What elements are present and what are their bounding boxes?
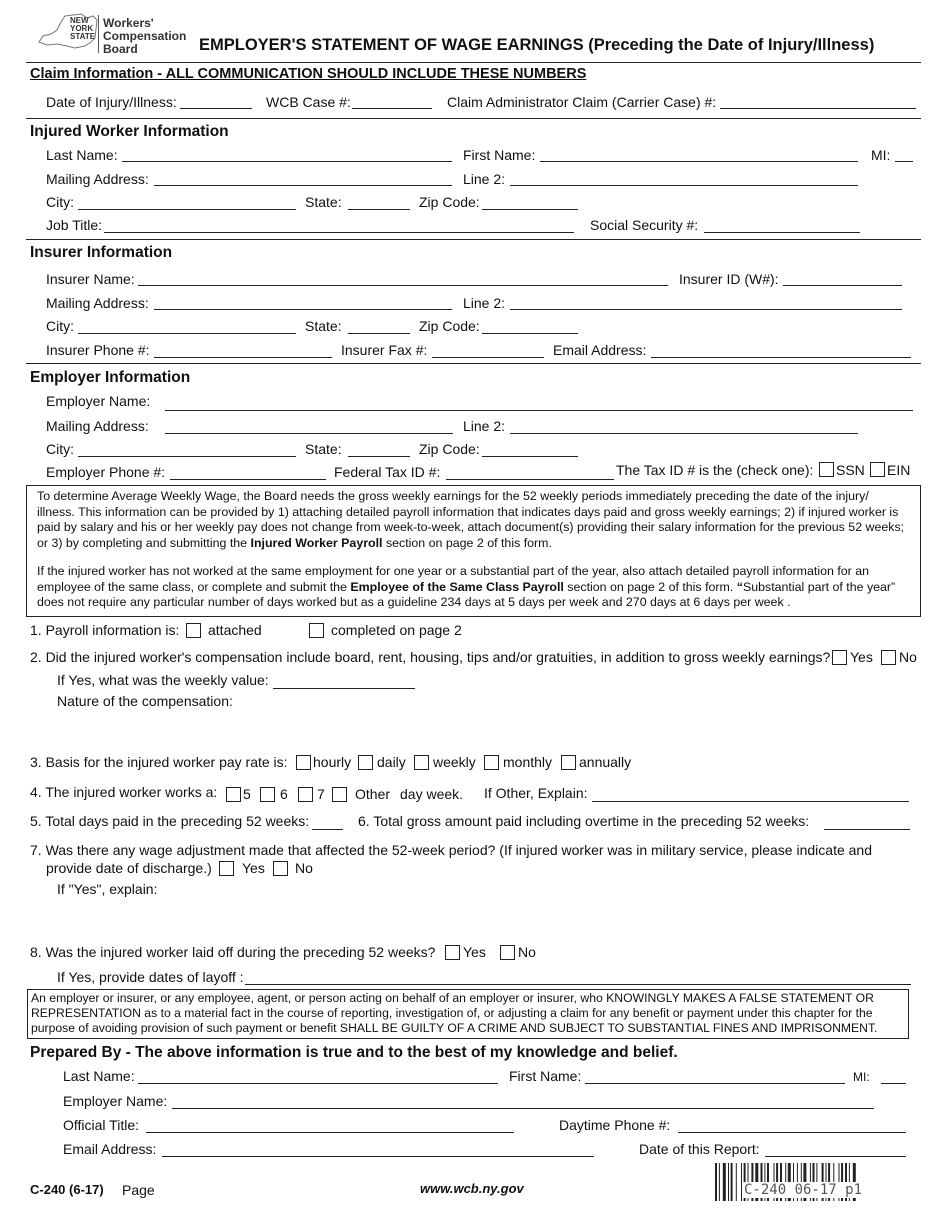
preparer-title-field[interactable] (146, 1132, 514, 1133)
worker-mailing-field[interactable] (154, 185, 452, 186)
q5-field[interactable] (312, 829, 343, 830)
employer-phone-label: Employer Phone #: (46, 464, 166, 480)
report-date-label: Date of this Report: (639, 1141, 760, 1157)
insurer-state-label: State: (305, 318, 342, 334)
pay-daily-checkbox[interactable] (358, 755, 373, 770)
q7-yes-checkbox[interactable] (219, 861, 234, 876)
q1-label: 1. Payroll information is: (30, 622, 180, 638)
q7-no-label: No (295, 860, 313, 876)
worker-mailing-label: Mailing Address: (46, 171, 149, 187)
federal-tax-id-field[interactable] (446, 479, 614, 480)
pay-hourly-label: hourly (313, 754, 352, 770)
worker-last-name-field[interactable] (122, 161, 452, 162)
payroll-attached-checkbox[interactable] (186, 623, 201, 638)
daytime-phone-field[interactable] (678, 1132, 906, 1133)
divider (26, 363, 921, 364)
q7-line-2: provide date of discharge.) (46, 860, 212, 876)
q2-yes-label: Yes (850, 649, 873, 665)
pay-annually-checkbox[interactable] (561, 755, 576, 770)
fraud-warning-text (31, 991, 877, 1035)
employer-zip-field[interactable] (482, 456, 578, 457)
q8-label: 8. Was the injured worker laid off during the preceding 52 weeks? (30, 944, 436, 960)
divider (26, 118, 921, 119)
insurer-id-field[interactable] (783, 285, 902, 286)
worker-job-title-label: Job Title: (46, 217, 103, 233)
worker-last-name-label: Last Name: (46, 147, 118, 163)
q8-yes-checkbox[interactable] (445, 945, 460, 960)
week-6-label: 6 (280, 786, 288, 802)
employer-mailing-field[interactable] (165, 433, 453, 434)
q3-label: 3. Basis for the injured worker pay rate is: (30, 754, 288, 770)
ny-line-1: NEW (70, 16, 89, 25)
q8-no-label: No (518, 944, 536, 960)
warning-line: REPRESENTATION as to a material fact in the course of reporting, investigation of, or adjusting a claim for any benefit or payment under this chapter for the (31, 1005, 873, 1020)
preparer-first-name-label: First Name: (509, 1068, 582, 1084)
date-of-injury-field[interactable] (180, 108, 252, 109)
federal-tax-id-label: Federal Tax ID #: (334, 464, 441, 480)
employer-state-label: State: (305, 441, 342, 457)
ny-line-2: YORK (70, 24, 94, 33)
form-title: EMPLOYER'S STATEMENT OF WAGE EARNINGS (Preceding the Date of Injury/Illness) (199, 36, 875, 54)
worker-city-field[interactable] (78, 209, 296, 210)
insurer-line2-label: Line 2: (463, 295, 506, 311)
instructions-line: illness. This information can be provided by 1) attaching detailed payroll information that indicates days paid and gross weekly earnings; 2) if injured worker is (37, 504, 899, 519)
worker-line2-label: Line 2: (463, 171, 506, 187)
pay-annually-label: annually (579, 754, 632, 770)
divider (26, 239, 921, 240)
preparer-mi-field[interactable] (881, 1083, 906, 1084)
employer-line2-field[interactable] (510, 433, 858, 434)
pay-monthly-checkbox[interactable] (484, 755, 499, 770)
instructions-line: If the injured worker has not worked at the same employment for one year or a substantial part of the year, also attach detailed payroll information for an (37, 564, 869, 578)
worker-state-field[interactable] (348, 209, 410, 210)
prepared-by-heading: Prepared By - The above information is true and to the best of my knowledge and belief. (30, 1044, 678, 1061)
preparer-first-name-field[interactable] (585, 1083, 845, 1084)
layoff-dates-label: If Yes, provide dates of layoff : (57, 969, 244, 985)
logo-org-1: Workers' (103, 16, 154, 30)
divider (26, 62, 921, 63)
worker-mi-label: MI: (871, 147, 891, 163)
q2-weekly-value-label: If Yes, what was the weekly value: (57, 672, 269, 688)
insurer-fax-field[interactable] (432, 357, 544, 358)
date-of-injury-label: Date of Injury/Illness: (46, 94, 177, 110)
q7-explain-label: If "Yes", explain: (57, 881, 158, 897)
worker-job-title-field[interactable] (104, 232, 574, 233)
pay-hourly-checkbox[interactable] (296, 755, 311, 770)
worker-state-label: State: (305, 194, 342, 210)
preparer-title-label: Official Title: (63, 1117, 139, 1133)
report-date-field[interactable] (765, 1156, 906, 1157)
employer-heading: Employer Information (30, 369, 191, 386)
q6-field[interactable] (824, 829, 910, 830)
payroll-page2-checkbox[interactable] (309, 623, 324, 638)
logo-org-2: Compensation (103, 29, 187, 43)
worker-first-name-field[interactable] (540, 161, 858, 162)
layoff-dates-field[interactable] (245, 984, 911, 985)
q2-no-label: No (899, 649, 917, 665)
instructions-line: paid by salary and his or her weekly pay does not change from week-to-week, attach document(s) providing their salary information for the previous 52 weeks; (37, 520, 905, 534)
insurer-name-field[interactable] (138, 285, 668, 286)
week-7-label: 7 (317, 786, 325, 802)
instructions-paragraph-1 (37, 489, 904, 551)
q7-yes-label: Yes (242, 860, 265, 876)
employer-city-label: City: (46, 441, 74, 457)
preparer-employer-field[interactable] (172, 1108, 874, 1109)
week-5-label: 5 (243, 786, 251, 802)
worker-ssn-field[interactable] (704, 232, 860, 233)
q2-yes-checkbox[interactable] (832, 650, 847, 665)
q8-yes-label: Yes (463, 944, 486, 960)
warning-line: purpose of avoiding provision of such payment or benefit SHALL BE GUILTY OF A CRIME AND SUBJECT TO SUBSTANTIAL FINES AND IMPRISONMENT. (31, 1020, 878, 1035)
week-other-checkbox[interactable] (332, 787, 347, 802)
page-label: Page (122, 1182, 155, 1198)
pay-monthly-label: monthly (503, 754, 553, 770)
q7-line-1: 7. Was there any wage adjustment made that affected the 52-week period? (If injured worker was in military service, please indicate and (30, 842, 872, 858)
employer-name-field[interactable] (165, 410, 913, 411)
q8-no-checkbox[interactable] (500, 945, 515, 960)
ssn-checkbox[interactable] (819, 462, 834, 477)
q7-no-checkbox[interactable] (273, 861, 288, 876)
website-url: www.wcb.ny.gov (420, 1181, 524, 1196)
insurer-city-field[interactable] (78, 333, 296, 334)
wcb-case-field[interactable] (352, 108, 432, 109)
insurer-email-label: Email Address: (553, 342, 647, 358)
employer-phone-field[interactable] (170, 479, 326, 480)
insurer-phone-field[interactable] (154, 357, 332, 358)
instructions-line: employee of the same class, or complete and submit the Employee of the Same Class Payroll section on page 2 of this form. “Substantial part of the year” (37, 579, 896, 594)
barcode-label: C-240 06-17 p1 (744, 1182, 863, 1198)
insurer-phone-label: Insurer Phone #: (46, 342, 150, 358)
instructions-line: does not require any particular number of days worked but as a guideline 234 days at 5 days per week and 270 days at 6 days per week . (37, 595, 791, 609)
q2-no-checkbox[interactable] (881, 650, 896, 665)
logo-org-3: Board (103, 42, 138, 56)
q2-label: 2. Did the injured worker's compensation include board, rent, housing, tips and/or gratuities, in addition to gross weekly earnings? (30, 649, 831, 665)
pay-weekly-checkbox[interactable] (414, 755, 429, 770)
preparer-email-label: Email Address: (63, 1141, 157, 1157)
q2-nature-label: Nature of the compensation: (57, 693, 233, 709)
preparer-last-name-field[interactable] (138, 1083, 498, 1084)
employer-city-field[interactable] (78, 456, 296, 457)
insurer-name-label: Insurer Name: (46, 271, 135, 287)
insurer-id-label: Insurer ID (W#): (679, 271, 779, 287)
ny-line-3: STATE (70, 32, 96, 41)
employer-zip-label: Zip Code: (419, 441, 480, 457)
worker-ssn-label: Social Security #: (590, 217, 699, 233)
employer-line2-label: Line 2: (463, 418, 506, 434)
worker-mi-field[interactable] (895, 161, 913, 162)
worker-city-label: City: (46, 194, 74, 210)
carrier-case-field[interactable] (720, 108, 916, 109)
employer-name-label: Employer Name: (46, 393, 151, 409)
insurer-line2-field[interactable] (510, 309, 902, 310)
insurer-heading: Insurer Information (30, 244, 173, 261)
logo-divider (98, 15, 99, 53)
insurer-zip-field[interactable] (482, 333, 578, 334)
pay-daily-label: daily (377, 754, 406, 770)
ein-option-label: EIN (887, 462, 911, 478)
worker-first-name-label: First Name: (463, 147, 536, 163)
pay-weekly-label: weekly (433, 754, 476, 770)
q6-label: 6. Total gross amount paid including overtime in the preceding 52 weeks: (358, 813, 810, 829)
week-5-checkbox[interactable] (226, 787, 241, 802)
daytime-phone-label: Daytime Phone #: (559, 1117, 671, 1133)
wcb-case-label: WCB Case #: (266, 94, 351, 110)
form-number: C-240 (6-17) (30, 1182, 104, 1197)
warning-line: An employer or insurer, or any employee, agent, or person acting on behalf of an employer or insurer, who KNOWINGLY MAKES A FALSE STATEMENT OR (31, 991, 874, 1005)
payroll-attached-label: attached (208, 622, 262, 638)
employer-state-field[interactable] (348, 456, 410, 457)
insurer-mailing-label: Mailing Address: (46, 295, 149, 311)
preparer-email-field[interactable] (162, 1156, 594, 1157)
q5-label: 5. Total days paid in the preceding 52 weeks: (30, 813, 310, 829)
worker-line2-field[interactable] (510, 185, 858, 186)
ssn-option-label: SSN (836, 462, 865, 478)
week-7-checkbox[interactable] (298, 787, 313, 802)
preparer-last-name-label: Last Name: (63, 1068, 135, 1084)
week-other-label: Other (355, 786, 391, 802)
other-explain-label: If Other, Explain: (484, 785, 588, 801)
q4-label: 4. The injured worker works a: (30, 784, 218, 800)
insurer-email-field[interactable] (651, 357, 911, 358)
worker-zip-label: Zip Code: (419, 194, 480, 210)
worker-heading: Injured Worker Information (30, 123, 229, 140)
claim-heading: Claim Information - ALL COMMUNICATION SHOULD INCLUDE THESE NUMBERS (30, 66, 587, 82)
instructions-line: To determine Average Weekly Wage, the Board needs the gross weekly earnings for the 52 weekly periods immediately preceding the date of the injury/ (37, 489, 869, 503)
carrier-case-label: Claim Administrator Claim (Carrier Case) #: (447, 94, 717, 110)
insurer-city-label: City: (46, 318, 74, 334)
employer-mailing-label: Mailing Address: (46, 418, 149, 434)
q2-weekly-value-field[interactable] (273, 688, 415, 689)
insurer-state-field[interactable] (348, 333, 410, 334)
week-6-checkbox[interactable] (260, 787, 275, 802)
insurer-zip-label: Zip Code: (419, 318, 480, 334)
insurer-mailing-field[interactable] (154, 309, 452, 310)
payroll-page2-label: completed on page 2 (331, 622, 462, 638)
preparer-employer-label: Employer Name: (63, 1093, 168, 1109)
instructions-line: or 3) by completing and submitting the Injured Worker Payroll section on page 2 of this form. (37, 535, 552, 550)
ein-checkbox[interactable] (870, 462, 885, 477)
preparer-mi-label: MI: (853, 1070, 870, 1084)
other-explain-field[interactable] (592, 801, 909, 802)
day-week-label: day week. (400, 786, 464, 802)
insurer-fax-label: Insurer Fax #: (341, 342, 428, 358)
tax-id-type-label: The Tax ID # is the (check one): (616, 462, 814, 478)
instructions-paragraph-2 (37, 564, 895, 611)
worker-zip-field[interactable] (482, 209, 578, 210)
